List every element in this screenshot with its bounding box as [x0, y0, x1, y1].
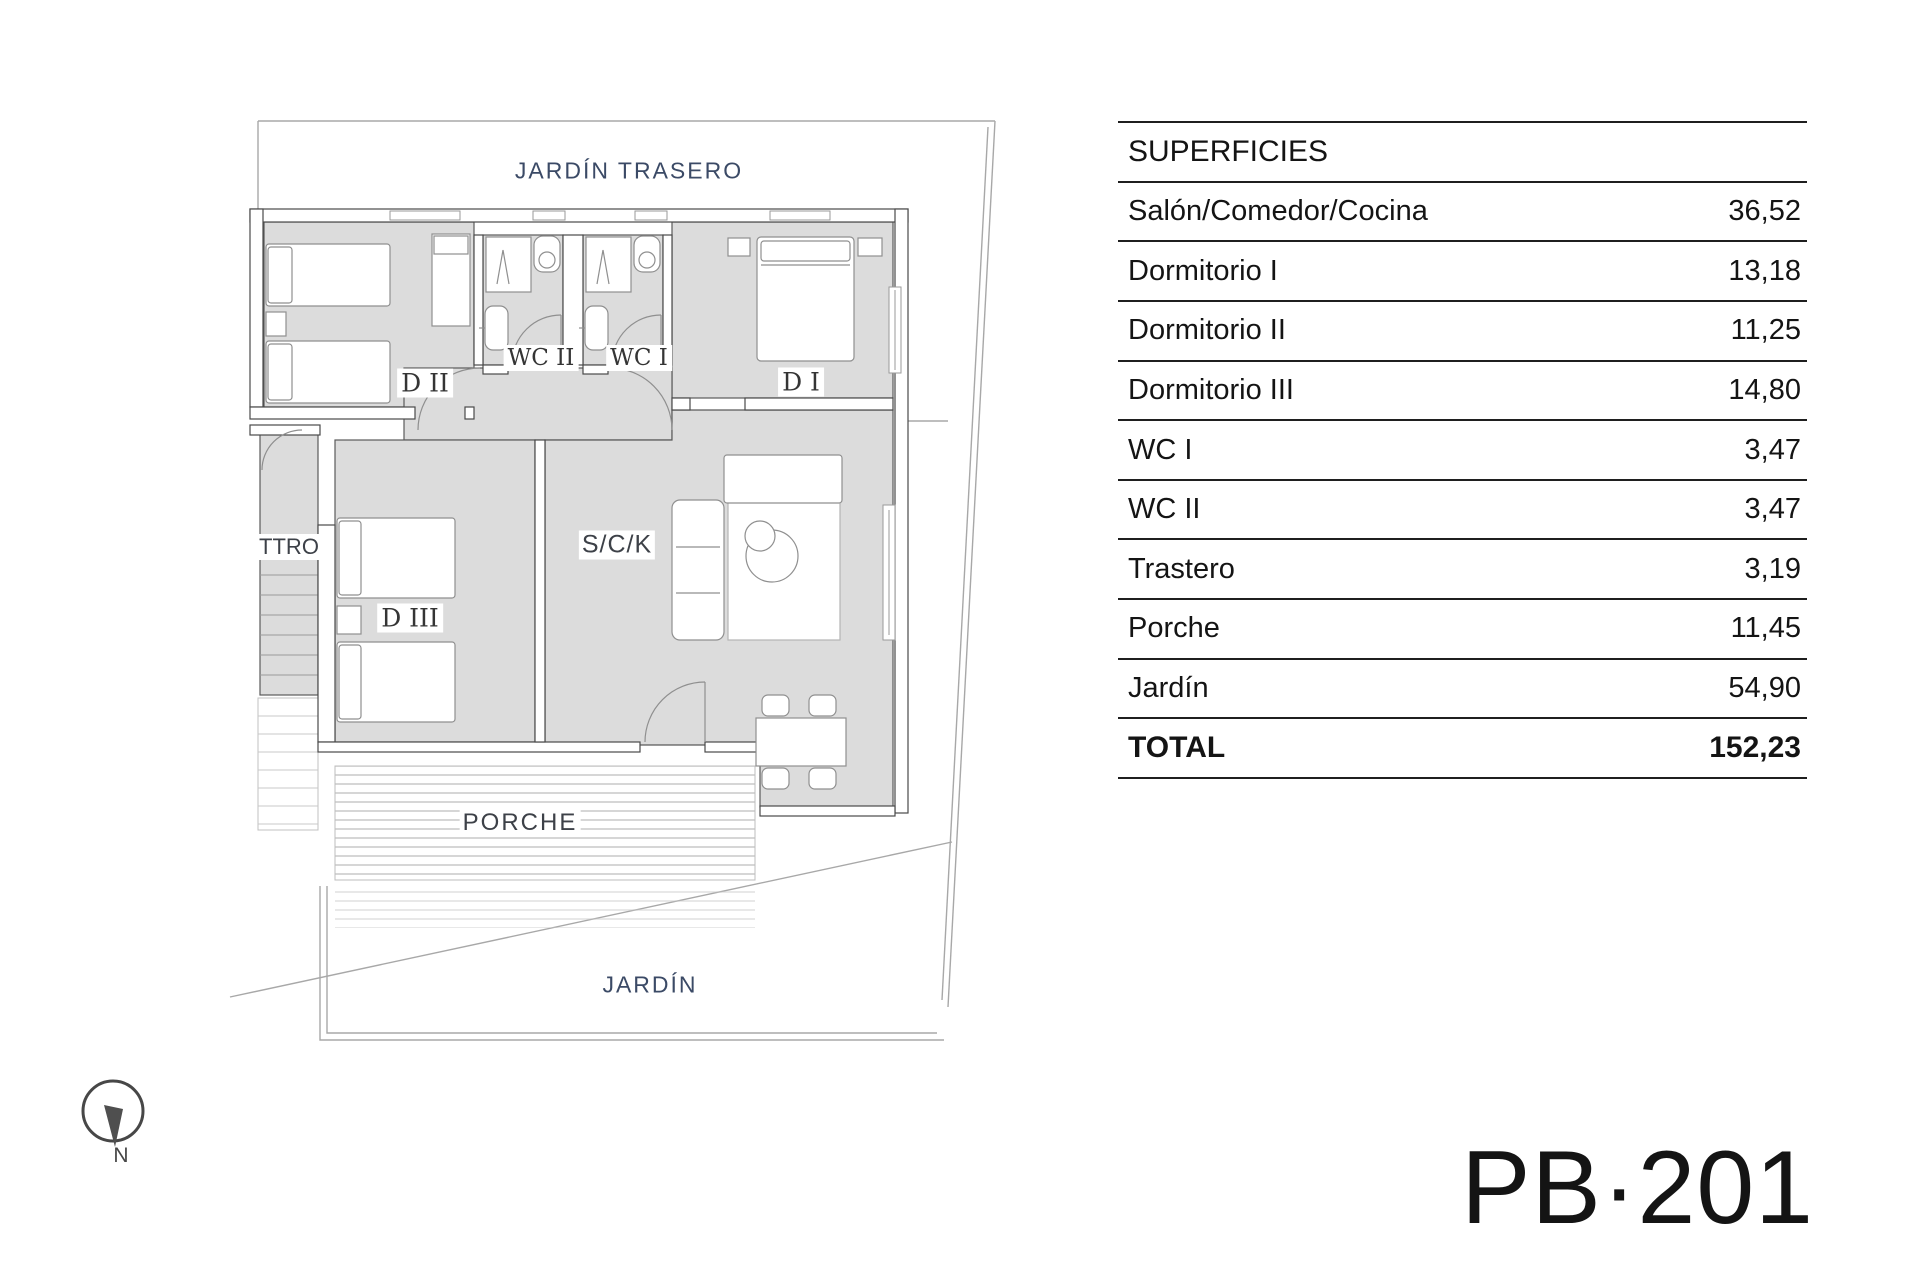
back-garden-label: JARDÍN TRASERO — [514, 157, 744, 184]
room-name: Jardín — [1128, 672, 1209, 705]
table-row — [1118, 600, 1807, 660]
table-row — [1118, 302, 1807, 362]
total-label: TOTAL — [1128, 731, 1226, 765]
room-name: Dormitorio II — [1128, 314, 1286, 347]
tv-unit-icon — [724, 455, 842, 503]
sofa-icon — [672, 500, 724, 640]
sink-icon — [585, 306, 608, 350]
stairs-floor — [260, 555, 318, 695]
room-area: 13,18 — [1728, 254, 1801, 287]
table-row — [1118, 540, 1807, 600]
wc2-label: WC II — [504, 345, 579, 371]
compass-icon — [83, 1081, 143, 1147]
room-name: Salón/Comedor/Cocina — [1128, 194, 1428, 227]
plan-code: PB·201 — [1461, 1130, 1814, 1246]
room-area: 36,52 — [1728, 194, 1801, 227]
room-name: Dormitorio I — [1128, 254, 1278, 287]
bedroom2-label: D II — [397, 369, 453, 398]
total-area: 152,23 — [1709, 731, 1801, 765]
surfaces-header-row — [1118, 123, 1807, 183]
room-name: WC II — [1128, 493, 1201, 526]
living-label: S/C/K — [579, 531, 655, 560]
room-area: 3,47 — [1744, 493, 1801, 526]
outdoor-steps — [258, 698, 318, 830]
front-garden-label: JARDÍN — [602, 971, 698, 998]
chair-icon — [762, 768, 789, 789]
table-row — [1118, 660, 1807, 720]
chair-icon — [809, 768, 836, 789]
sink-icon — [485, 306, 508, 350]
room-area: 3,19 — [1744, 552, 1801, 585]
room-name: WC I — [1128, 433, 1193, 466]
porch-label: PORCHE — [460, 809, 581, 837]
table-row — [1118, 362, 1807, 422]
storage-label: TTRO — [256, 534, 322, 560]
surfaces-table — [1118, 121, 1807, 779]
surfaces-title: SUPERFICIES — [1128, 134, 1329, 168]
porch-slab — [335, 766, 755, 928]
wc1-label: WC I — [606, 345, 672, 371]
room-area: 3,47 — [1744, 433, 1801, 466]
table-row — [1118, 421, 1807, 481]
compass-north-label: N — [113, 1144, 129, 1167]
room-area: 11,25 — [1730, 314, 1801, 347]
table-row — [1118, 183, 1807, 243]
room-name: Trastero — [1128, 552, 1235, 585]
bedroom3-label: D III — [377, 604, 443, 633]
table-total-row — [1118, 719, 1807, 779]
room-area: 14,80 — [1728, 373, 1801, 406]
room-area: 54,90 — [1728, 672, 1801, 705]
table-row — [1118, 242, 1807, 302]
dining-table-icon — [756, 718, 846, 766]
table-row — [1118, 481, 1807, 541]
room-name: Porche — [1128, 612, 1220, 645]
chair-icon — [809, 695, 836, 716]
room-area: 11,45 — [1730, 612, 1801, 645]
chair-icon — [762, 695, 789, 716]
room-name: Dormitorio III — [1128, 373, 1294, 406]
bedroom1-label: D I — [778, 368, 824, 397]
